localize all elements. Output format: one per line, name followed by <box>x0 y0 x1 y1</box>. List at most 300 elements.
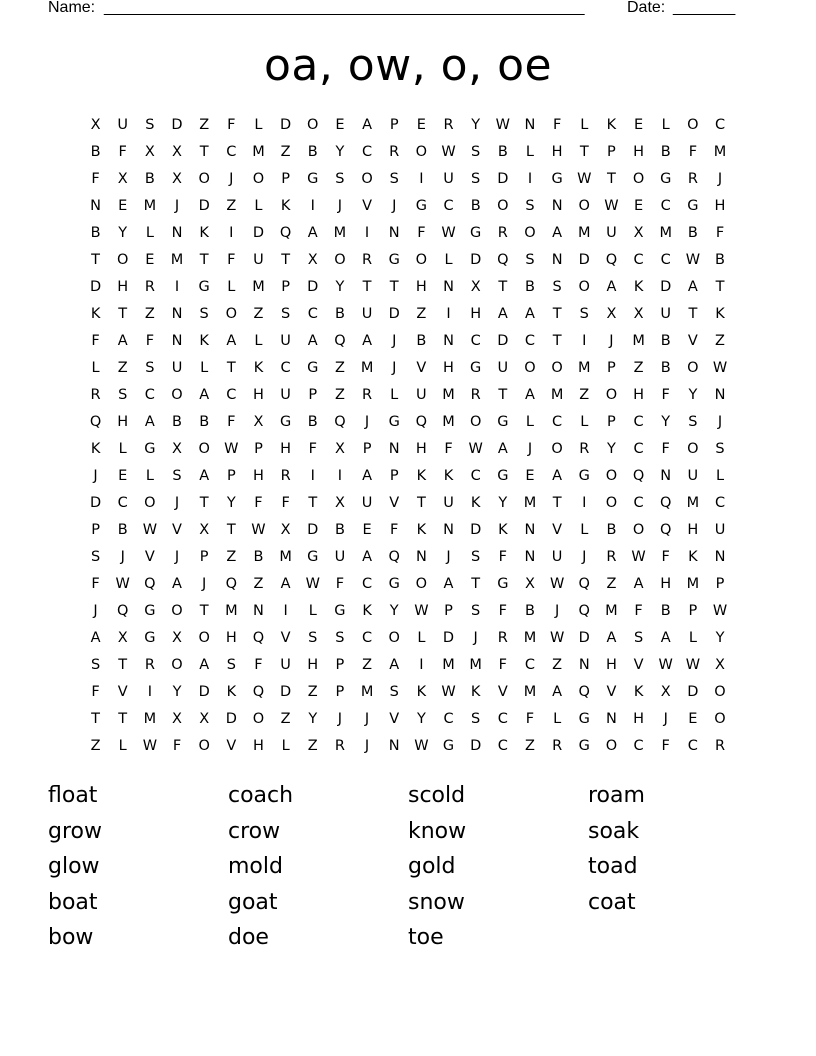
grid-letter[interactable]: S <box>118 387 128 403</box>
grid-letter[interactable]: U <box>714 522 726 538</box>
grid-letter[interactable]: N <box>443 522 454 538</box>
grid-letter[interactable]: J <box>364 738 370 754</box>
grid-letter[interactable]: D <box>687 684 699 700</box>
grid-letter[interactable]: I <box>364 225 370 241</box>
grid-letter[interactable]: S <box>525 252 535 268</box>
grid-letter[interactable]: G <box>307 549 319 565</box>
grid-letter[interactable]: F <box>281 495 290 511</box>
grid-letter[interactable]: H <box>633 711 645 727</box>
grid-letter[interactable]: M <box>143 198 157 214</box>
grid-letter[interactable]: G <box>551 171 563 187</box>
grid-letter[interactable]: U <box>443 171 454 187</box>
grid-letter[interactable]: T <box>118 711 128 727</box>
grid-letter[interactable]: G <box>307 360 319 376</box>
grid-letter[interactable]: W <box>604 198 619 214</box>
grid-letter[interactable]: B <box>687 225 698 241</box>
grid-letter[interactable]: L <box>580 414 589 430</box>
grid-letter[interactable]: I <box>419 657 424 673</box>
grid-letter[interactable]: G <box>388 252 400 268</box>
grid-letter[interactable]: D <box>660 279 672 295</box>
grid-letter[interactable]: J <box>337 711 343 727</box>
grid-letter[interactable]: V <box>389 495 400 511</box>
grid-letter[interactable]: W <box>495 117 510 133</box>
grid-letter[interactable]: L <box>254 333 263 349</box>
grid-letter[interactable]: Z <box>334 360 345 376</box>
grid-letter[interactable]: F <box>444 441 453 457</box>
grid-letter[interactable]: S <box>688 414 698 430</box>
grid-letter[interactable]: C <box>524 333 536 349</box>
grid-letter[interactable]: T <box>498 279 508 295</box>
grid-letter[interactable]: N <box>605 711 617 727</box>
grid-letter[interactable]: O <box>171 387 183 403</box>
grid-letter[interactable]: Q <box>415 414 428 430</box>
grid-letter[interactable]: H <box>551 144 563 160</box>
grid-letter[interactable]: M <box>442 387 455 403</box>
grid-letter[interactable]: K <box>416 468 427 484</box>
grid-letter[interactable]: V <box>552 522 563 538</box>
grid-letter[interactable]: O <box>198 171 210 187</box>
grid-letter[interactable]: T <box>199 252 209 268</box>
grid-letter[interactable]: T <box>552 495 562 511</box>
grid-letter[interactable]: K <box>253 360 264 376</box>
grid-letter[interactable]: K <box>416 522 427 538</box>
grid-letter[interactable]: Q <box>578 576 590 592</box>
grid-letter[interactable]: U <box>253 252 264 268</box>
grid-letter[interactable]: M <box>442 414 455 430</box>
grid-letter[interactable]: F <box>715 225 725 241</box>
grid-letter[interactable]: S <box>471 144 481 160</box>
grid-letter[interactable]: L <box>580 117 589 133</box>
grid-letter[interactable]: W <box>414 603 429 619</box>
grid-letter[interactable]: X <box>715 657 725 673</box>
grid-letter[interactable]: B <box>470 198 481 214</box>
grid-letter[interactable]: R <box>470 387 481 403</box>
grid-letter[interactable]: D <box>198 198 210 214</box>
grid-letter[interactable]: C <box>226 144 237 160</box>
grid-letter[interactable]: B <box>253 549 264 565</box>
grid-letter[interactable]: D <box>307 522 319 538</box>
grid-letter[interactable]: Y <box>715 630 725 646</box>
grid-letter[interactable]: U <box>280 333 291 349</box>
grid-letter[interactable]: X <box>280 522 291 538</box>
grid-letter[interactable]: C <box>524 657 536 673</box>
date-field[interactable]: _______ <box>673 0 736 16</box>
grid-letter[interactable]: R <box>90 387 101 403</box>
grid-letter[interactable]: Z <box>416 306 427 322</box>
grid-letter[interactable]: O <box>578 198 590 214</box>
grid-letter[interactable]: L <box>200 360 209 376</box>
grid-letter[interactable]: Z <box>280 711 291 727</box>
grid-letter[interactable]: V <box>497 684 508 700</box>
grid-letter[interactable]: B <box>199 414 210 430</box>
grid-letter[interactable]: W <box>441 225 456 241</box>
grid-letter[interactable]: I <box>283 603 288 619</box>
grid-letter[interactable]: W <box>441 144 456 160</box>
grid-letter[interactable]: E <box>118 468 128 484</box>
grid-letter[interactable]: L <box>525 414 534 430</box>
grid-letter[interactable]: O <box>578 279 590 295</box>
grid-letter[interactable]: S <box>335 630 345 646</box>
grid-letter[interactable]: H <box>117 414 129 430</box>
grid-letter[interactable]: Q <box>279 225 292 241</box>
grid-letter[interactable]: D <box>280 117 292 133</box>
grid-letter[interactable]: P <box>607 360 616 376</box>
grid-letter[interactable]: T <box>416 495 426 511</box>
grid-letter[interactable]: E <box>335 117 345 133</box>
grid-letter[interactable]: I <box>527 171 533 187</box>
grid-letter[interactable]: D <box>252 225 265 241</box>
grid-letter[interactable]: W <box>712 603 728 619</box>
grid-letter[interactable]: P <box>335 657 345 673</box>
grid-letter[interactable]: N <box>388 441 400 457</box>
grid-letter[interactable]: M <box>442 657 455 673</box>
grid-letter[interactable]: N <box>171 225 183 241</box>
grid-letter[interactable]: B <box>660 603 671 619</box>
grid-letter[interactable]: I <box>147 684 152 700</box>
grid-letter[interactable]: F <box>118 144 127 160</box>
grid-letter[interactable]: L <box>281 738 290 754</box>
grid-letter[interactable]: L <box>417 630 426 646</box>
grid-letter[interactable]: O <box>469 414 482 430</box>
grid-letter[interactable]: O <box>415 252 428 268</box>
grid-letter[interactable]: G <box>470 360 482 376</box>
grid-letter[interactable]: C <box>307 306 318 322</box>
grid-letter[interactable]: X <box>660 684 671 700</box>
grid-letter[interactable]: W <box>142 522 158 538</box>
grid-letter[interactable]: G <box>334 603 346 619</box>
grid-letter[interactable]: L <box>118 738 127 754</box>
grid-letter[interactable]: X <box>606 306 617 322</box>
grid-letter[interactable]: Z <box>307 738 318 754</box>
grid-letter[interactable]: W <box>414 738 429 754</box>
grid-letter[interactable]: Z <box>199 117 210 133</box>
grid-letter[interactable]: T <box>715 279 725 295</box>
grid-letter[interactable]: D <box>280 684 292 700</box>
grid-letter[interactable]: A <box>362 333 373 349</box>
grid-letter[interactable]: O <box>307 117 319 133</box>
grid-letter[interactable]: V <box>416 360 427 376</box>
grid-letter[interactable]: U <box>171 360 183 376</box>
grid-letter[interactable]: H <box>714 198 726 214</box>
grid-letter[interactable]: G <box>279 414 292 430</box>
grid-letter[interactable]: Y <box>606 441 616 457</box>
grid-letter[interactable]: Y <box>172 684 182 700</box>
grid-letter[interactable]: L <box>661 117 670 133</box>
grid-letter[interactable]: J <box>337 198 343 214</box>
grid-letter[interactable]: K <box>715 306 725 322</box>
grid-letter[interactable]: C <box>470 333 481 349</box>
grid-letter[interactable]: K <box>90 306 101 322</box>
grid-letter[interactable]: V <box>144 549 155 565</box>
grid-letter[interactable]: A <box>307 225 318 241</box>
grid-letter[interactable]: Z <box>633 360 644 376</box>
grid-letter[interactable]: V <box>389 711 400 727</box>
grid-letter[interactable]: J <box>392 198 397 214</box>
grid-letter[interactable]: X <box>334 495 345 511</box>
grid-letter[interactable]: L <box>145 225 154 241</box>
grid-letter[interactable]: N <box>714 387 726 403</box>
grid-letter[interactable]: Y <box>335 144 345 160</box>
grid-letter[interactable]: R <box>362 387 373 403</box>
grid-letter[interactable]: U <box>280 387 291 403</box>
grid-letter[interactable]: S <box>471 171 481 187</box>
grid-letter[interactable]: F <box>552 117 562 133</box>
grid-letter[interactable]: G <box>144 441 156 457</box>
grid-letter[interactable]: N <box>524 117 536 133</box>
grid-letter[interactable]: F <box>661 387 670 403</box>
grid-letter[interactable]: N <box>388 738 400 754</box>
grid-letter[interactable]: B <box>90 225 101 241</box>
grid-letter[interactable]: U <box>361 306 373 322</box>
grid-letter[interactable]: K <box>280 198 291 214</box>
grid-letter[interactable]: Q <box>605 252 618 268</box>
grid-letter[interactable]: T <box>199 144 209 160</box>
grid-letter[interactable]: Q <box>578 603 590 619</box>
grid-letter[interactable]: W <box>224 441 239 457</box>
grid-letter[interactable]: Q <box>252 630 265 646</box>
grid-letter[interactable]: N <box>524 549 536 565</box>
grid-letter[interactable]: J <box>527 441 533 457</box>
grid-letter[interactable]: O <box>334 252 346 268</box>
grid-letter[interactable]: B <box>416 333 427 349</box>
grid-letter[interactable]: G <box>578 738 590 754</box>
grid-letter[interactable]: C <box>660 252 671 268</box>
grid-letter[interactable]: X <box>172 144 182 160</box>
grid-letter[interactable]: D <box>442 630 455 646</box>
grid-letter[interactable]: O <box>687 360 699 376</box>
grid-letter[interactable]: C <box>280 360 291 376</box>
grid-letter[interactable]: F <box>525 711 535 727</box>
grid-letter[interactable]: B <box>144 171 155 187</box>
grid-letter[interactable]: M <box>170 252 184 268</box>
grid-letter[interactable]: O <box>714 684 726 700</box>
grid-letter[interactable]: O <box>551 441 563 457</box>
grid-letter[interactable]: Y <box>389 603 399 619</box>
grid-letter[interactable]: A <box>525 306 535 322</box>
grid-letter[interactable]: Y <box>118 225 128 241</box>
grid-letter[interactable]: D <box>89 495 102 511</box>
grid-letter[interactable]: Q <box>117 603 129 619</box>
grid-letter[interactable]: A <box>226 333 237 349</box>
grid-letter[interactable]: I <box>310 468 315 484</box>
grid-letter[interactable]: P <box>389 468 399 484</box>
grid-letter[interactable]: U <box>551 549 563 565</box>
grid-letter[interactable]: D <box>225 711 237 727</box>
grid-letter[interactable]: S <box>552 279 562 295</box>
grid-letter[interactable]: C <box>226 387 237 403</box>
grid-letter[interactable]: U <box>117 117 129 133</box>
grid-letter[interactable]: H <box>633 387 645 403</box>
grid-letter[interactable]: K <box>498 522 508 538</box>
grid-letter[interactable]: A <box>280 576 291 592</box>
grid-letter[interactable]: O <box>605 387 618 403</box>
grid-letter[interactable]: W <box>142 738 158 754</box>
grid-letter[interactable]: F <box>91 576 100 592</box>
grid-letter[interactable]: L <box>715 468 725 484</box>
grid-letter[interactable]: H <box>253 738 264 754</box>
grid-letter[interactable]: H <box>280 441 292 457</box>
grid-letter[interactable]: A <box>117 333 128 349</box>
grid-letter[interactable]: Y <box>416 711 426 727</box>
grid-letter[interactable]: F <box>91 333 100 349</box>
grid-letter[interactable]: Q <box>334 333 346 349</box>
grid-letter[interactable]: L <box>91 360 100 376</box>
grid-letter[interactable]: C <box>633 414 644 430</box>
grid-letter[interactable]: S <box>471 711 481 727</box>
grid-letter[interactable]: V <box>117 684 128 700</box>
grid-letter[interactable]: Z <box>579 387 590 403</box>
grid-letter[interactable]: O <box>714 711 726 727</box>
grid-letter[interactable]: N <box>660 468 672 484</box>
grid-letter[interactable]: A <box>525 387 535 403</box>
grid-letter[interactable]: M <box>143 711 157 727</box>
grid-letter[interactable]: I <box>229 225 234 241</box>
grid-letter[interactable]: D <box>578 630 590 646</box>
grid-letter[interactable]: O <box>198 738 210 754</box>
grid-letter[interactable]: W <box>549 576 565 592</box>
grid-letter[interactable]: E <box>145 252 155 268</box>
grid-letter[interactable]: A <box>660 630 671 646</box>
grid-letter[interactable]: P <box>444 603 453 619</box>
grid-letter[interactable]: Z <box>715 333 725 349</box>
grid-letter[interactable]: F <box>145 333 155 349</box>
grid-letter[interactable]: O <box>252 171 265 187</box>
grid-letter[interactable]: I <box>419 171 424 187</box>
grid-letter[interactable]: L <box>580 522 589 538</box>
grid-letter[interactable]: J <box>582 549 587 565</box>
grid-letter[interactable]: X <box>633 225 644 241</box>
grid-letter[interactable]: U <box>361 495 373 511</box>
grid-letter[interactable]: K <box>688 549 698 565</box>
grid-letter[interactable]: A <box>362 549 373 565</box>
grid-letter[interactable]: M <box>605 603 618 619</box>
grid-letter[interactable]: B <box>334 306 345 322</box>
grid-letter[interactable]: C <box>362 576 373 592</box>
grid-letter[interactable]: S <box>335 171 345 187</box>
grid-letter[interactable]: J <box>174 549 180 565</box>
grid-letter[interactable]: W <box>712 360 728 376</box>
grid-letter[interactable]: E <box>416 117 426 133</box>
grid-letter[interactable]: C <box>443 711 454 727</box>
grid-letter[interactable]: M <box>469 657 482 673</box>
grid-letter[interactable]: D <box>89 279 102 295</box>
grid-letter[interactable]: C <box>470 468 481 484</box>
grid-letter[interactable]: C <box>714 117 726 133</box>
grid-letter[interactable]: K <box>470 495 481 511</box>
grid-letter[interactable]: B <box>660 144 671 160</box>
grid-letter[interactable]: S <box>579 306 589 322</box>
grid-letter[interactable]: X <box>172 441 182 457</box>
grid-letter[interactable]: O <box>605 495 618 511</box>
grid-letter[interactable]: M <box>225 603 238 619</box>
grid-letter[interactable]: C <box>552 414 563 430</box>
grid-letter[interactable]: M <box>360 684 374 700</box>
grid-letter[interactable]: Q <box>144 576 156 592</box>
grid-letter[interactable]: M <box>686 495 700 511</box>
grid-letter[interactable]: B <box>660 333 671 349</box>
grid-letter[interactable]: H <box>415 441 427 457</box>
grid-letter[interactable]: W <box>685 657 701 673</box>
grid-letter[interactable]: R <box>334 738 345 754</box>
grid-letter[interactable]: K <box>226 684 237 700</box>
grid-letter[interactable]: A <box>606 279 617 295</box>
grid-letter[interactable]: O <box>117 252 129 268</box>
grid-letter[interactable]: K <box>199 225 209 241</box>
grid-letter[interactable]: U <box>497 360 509 376</box>
grid-letter[interactable]: A <box>497 306 508 322</box>
grid-letter[interactable]: M <box>360 360 374 376</box>
grid-letter[interactable]: V <box>633 657 644 673</box>
grid-letter[interactable]: F <box>227 252 236 268</box>
grid-letter[interactable]: S <box>90 549 101 565</box>
grid-letter[interactable]: C <box>714 495 726 511</box>
grid-letter[interactable]: J <box>93 603 98 619</box>
grid-letter[interactable]: J <box>446 549 451 565</box>
grid-letter[interactable]: C <box>117 495 128 511</box>
grid-letter[interactable]: N <box>253 603 264 619</box>
grid-letter[interactable]: X <box>172 711 182 727</box>
grid-letter[interactable]: I <box>582 333 587 349</box>
grid-letter[interactable]: T <box>498 387 508 403</box>
grid-letter[interactable]: M <box>523 684 537 700</box>
grid-letter[interactable]: A <box>199 468 210 484</box>
grid-letter[interactable]: R <box>714 738 726 754</box>
grid-letter[interactable]: Z <box>362 657 373 673</box>
grid-letter[interactable]: X <box>144 144 155 160</box>
grid-letter[interactable]: U <box>280 657 291 673</box>
grid-letter[interactable]: Q <box>252 684 265 700</box>
grid-letter[interactable]: F <box>634 603 643 619</box>
grid-letter[interactable]: A <box>389 657 400 673</box>
grid-letter[interactable]: S <box>172 468 182 484</box>
grid-letter[interactable]: U <box>416 387 427 403</box>
grid-letter[interactable]: G <box>442 738 455 754</box>
grid-letter[interactable]: L <box>444 252 453 268</box>
grid-letter[interactable]: P <box>199 549 209 565</box>
grid-letter[interactable]: Q <box>89 414 102 430</box>
grid-letter[interactable]: O <box>605 468 618 484</box>
grid-letter[interactable]: D <box>497 171 509 187</box>
grid-letter[interactable]: J <box>473 630 478 646</box>
grid-letter[interactable]: H <box>687 522 699 538</box>
grid-letter[interactable]: R <box>497 630 508 646</box>
grid-letter[interactable]: A <box>552 468 563 484</box>
grid-letter[interactable]: J <box>202 576 207 592</box>
grid-letter[interactable]: R <box>606 549 617 565</box>
grid-letter[interactable]: I <box>446 306 451 322</box>
grid-letter[interactable]: G <box>578 468 590 484</box>
grid-letter[interactable]: P <box>281 279 290 295</box>
grid-letter[interactable]: N <box>714 549 726 565</box>
grid-letter[interactable]: F <box>254 657 263 673</box>
grid-letter[interactable]: C <box>633 738 644 754</box>
grid-letter[interactable]: Q <box>660 522 672 538</box>
grid-letter[interactable]: O <box>497 198 509 214</box>
grid-letter[interactable]: X <box>172 171 182 187</box>
grid-letter[interactable]: P <box>688 603 698 619</box>
grid-letter[interactable]: E <box>525 468 535 484</box>
grid-letter[interactable]: S <box>281 306 291 322</box>
grid-letter[interactable]: Y <box>688 387 698 403</box>
grid-letter[interactable]: F <box>688 144 698 160</box>
grid-letter[interactable]: Z <box>253 306 264 322</box>
grid-letter[interactable]: M <box>252 279 265 295</box>
grid-letter[interactable]: R <box>280 468 291 484</box>
grid-letter[interactable]: L <box>308 603 317 619</box>
grid-letter[interactable]: Y <box>498 495 508 511</box>
grid-letter[interactable]: W <box>685 252 701 268</box>
grid-letter[interactable]: B <box>606 522 617 538</box>
